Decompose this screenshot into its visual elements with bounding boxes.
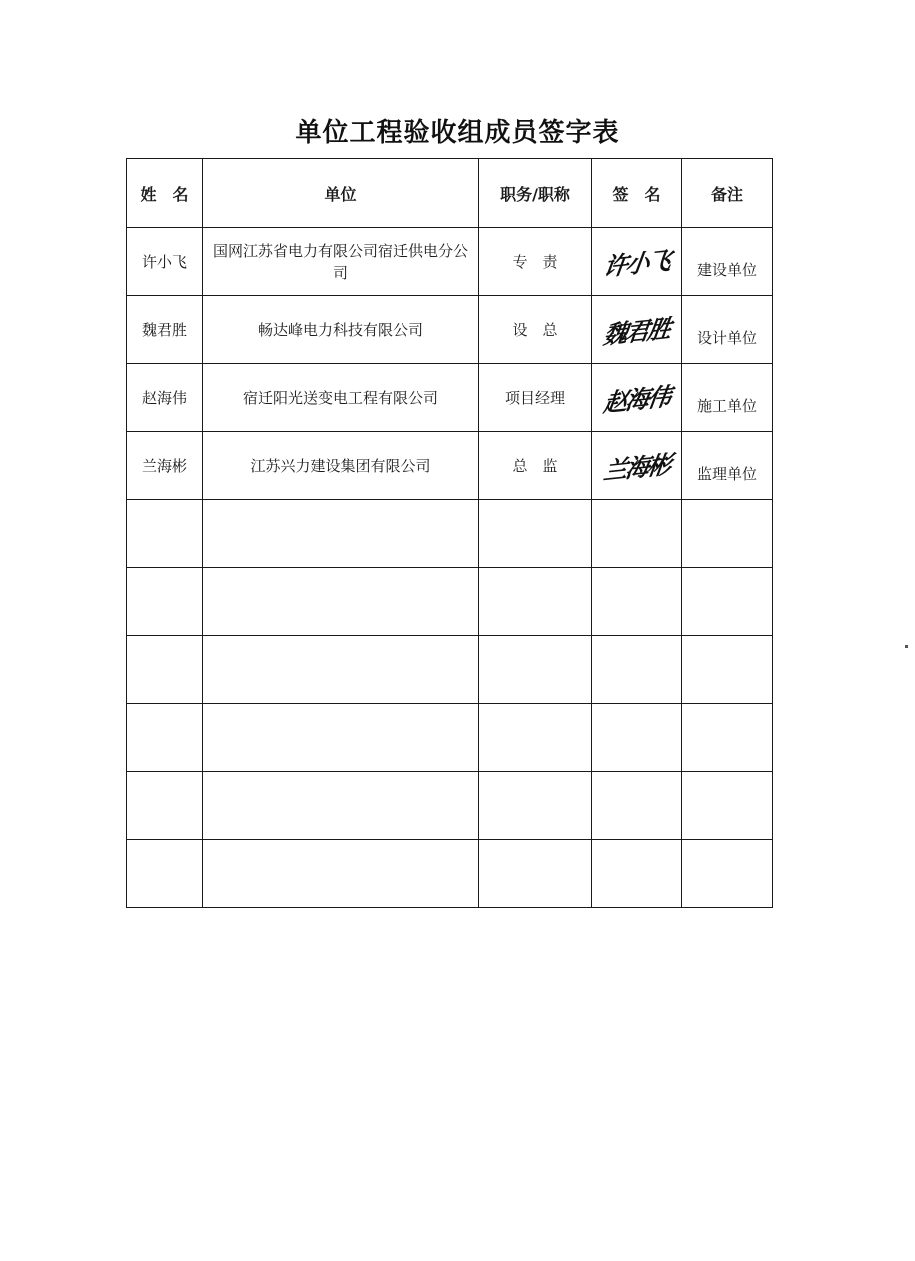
- cell-name: 赵海伟: [127, 364, 203, 432]
- cell-signature: [592, 228, 682, 296]
- cell-note: [682, 432, 773, 500]
- empty-cell: [127, 568, 203, 636]
- note-text: 建设单位: [696, 261, 757, 279]
- empty-cell: [127, 840, 203, 908]
- table-header-row: [127, 159, 773, 228]
- cell-role: 总 监: [479, 432, 592, 500]
- handwritten-signature: 兰海彬: [601, 450, 671, 486]
- empty-cell: [682, 840, 773, 908]
- empty-cell: [479, 840, 592, 908]
- unit-text: 畅达峰电力科技有限公司: [257, 320, 423, 339]
- scan-speck: [905, 645, 908, 648]
- empty-cell: [203, 500, 479, 568]
- handwritten-signature: 赵海伟: [601, 382, 671, 418]
- empty-cell: [127, 772, 203, 840]
- empty-cell: [479, 772, 592, 840]
- empty-cell: [479, 568, 592, 636]
- unit-text: 国网江苏省电力有限公司宿迁供电分公司: [212, 241, 468, 282]
- cell-unit: [203, 364, 479, 432]
- cell-signature: [592, 296, 682, 364]
- cell-signature: [592, 432, 682, 500]
- empty-cell: [682, 636, 773, 704]
- unit-text: 宿迁阳光送变电工程有限公司: [242, 388, 438, 407]
- handwritten-signature: 许小飞: [601, 246, 671, 282]
- cell-note: [682, 364, 773, 432]
- empty-cell: [479, 704, 592, 772]
- note-text: 监理单位: [696, 465, 757, 483]
- note-text: 设计单位: [696, 329, 757, 347]
- empty-row: [127, 636, 773, 704]
- empty-cell: [203, 636, 479, 704]
- header-name: 姓 名: [127, 159, 203, 228]
- table-row: [127, 364, 773, 432]
- empty-cell: [682, 704, 773, 772]
- empty-cell: [592, 772, 682, 840]
- cell-unit: [203, 296, 479, 364]
- empty-row: [127, 772, 773, 840]
- cell-unit: [203, 228, 479, 296]
- page-title: 单位工程验收组成员签字表: [295, 118, 620, 148]
- header-role: 职务/职称: [479, 159, 592, 228]
- note-text: 施工单位: [696, 397, 757, 415]
- empty-cell: [479, 636, 592, 704]
- empty-cell: [127, 704, 203, 772]
- cell-name: 许小飞: [127, 228, 203, 296]
- cell-role: 专 责: [479, 228, 592, 296]
- table-row: [127, 296, 773, 364]
- empty-cell: [127, 636, 203, 704]
- empty-row: [127, 840, 773, 908]
- unit-text: 江苏兴力建设集团有限公司: [250, 456, 431, 475]
- signature-table: [126, 158, 773, 908]
- cell-unit: [203, 432, 479, 500]
- table-row: [127, 432, 773, 500]
- cell-signature: [592, 364, 682, 432]
- header-note: 备注: [682, 159, 773, 228]
- empty-cell: [682, 568, 773, 636]
- empty-cell: [127, 500, 203, 568]
- empty-cell: [592, 568, 682, 636]
- empty-cell: [592, 500, 682, 568]
- handwritten-signature: 魏君胜: [601, 314, 671, 350]
- cell-role: 项目经理: [479, 364, 592, 432]
- empty-row: [127, 568, 773, 636]
- empty-cell: [203, 840, 479, 908]
- empty-cell: [682, 772, 773, 840]
- empty-cell: [479, 500, 592, 568]
- empty-cell: [592, 704, 682, 772]
- empty-cell: [203, 772, 479, 840]
- cell-note: [682, 228, 773, 296]
- empty-cell: [592, 636, 682, 704]
- empty-cell: [203, 568, 479, 636]
- empty-cell: [592, 840, 682, 908]
- header-signature: 签 名: [592, 159, 682, 228]
- table-row: [127, 228, 773, 296]
- cell-note: [682, 296, 773, 364]
- header-unit: 单位: [203, 159, 479, 228]
- empty-cell: [682, 500, 773, 568]
- empty-row: [127, 500, 773, 568]
- empty-row: [127, 704, 773, 772]
- empty-cell: [203, 704, 479, 772]
- cell-name: 兰海彬: [127, 432, 203, 500]
- cell-role: 设 总: [479, 296, 592, 364]
- cell-name: 魏君胜: [127, 296, 203, 364]
